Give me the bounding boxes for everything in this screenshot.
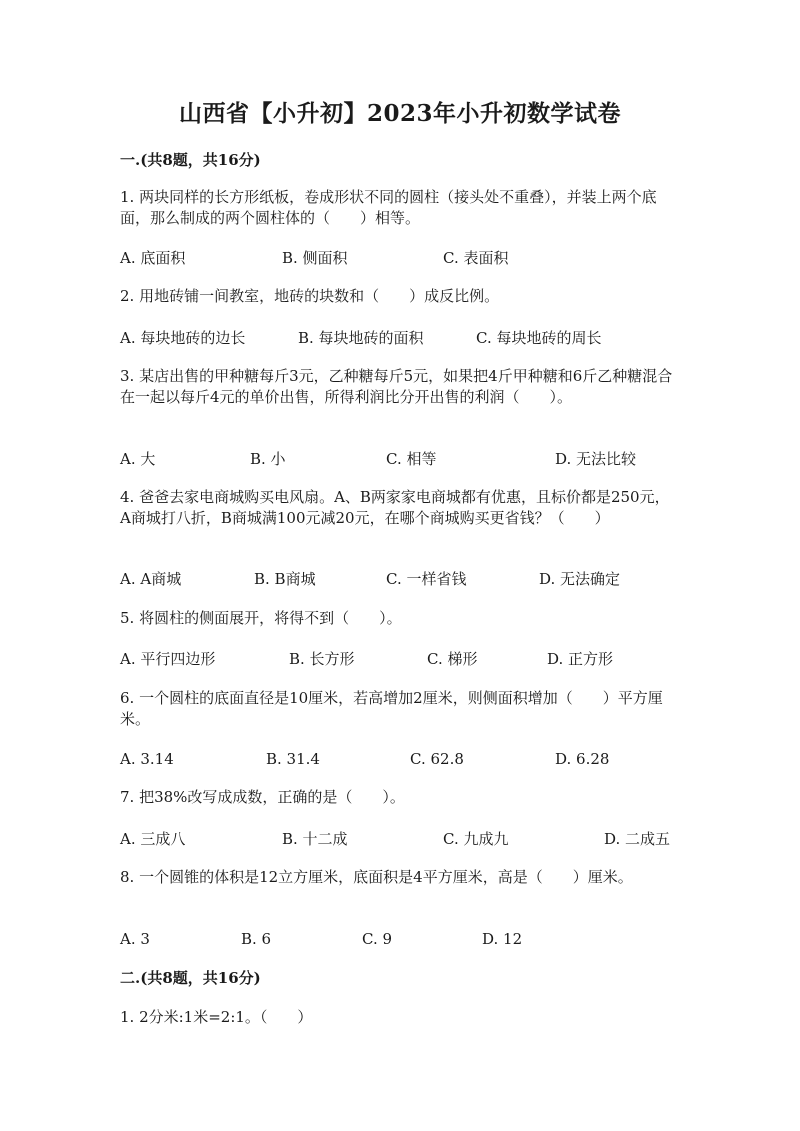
option-a: A. 大 (120, 450, 156, 468)
question-2: 2. 用地砖铺一间教室，地砖的块数和（ ）成反比例。 (120, 287, 500, 305)
option-a: A. 3.14 (120, 750, 174, 768)
option-b: B. 十二成 (282, 830, 348, 848)
question-2-1: 1. 2分米:1米=2:1。（ ） (120, 1008, 313, 1026)
option-a: A. A商城 (120, 570, 182, 588)
option-c: C. 62.8 (410, 750, 464, 768)
question-6: 6. 一个圆柱的底面直径是10厘米，若高增加2厘米，则侧面积增加（ ）平方厘米。 (120, 689, 663, 728)
option-a: A. 底面积 (120, 249, 186, 267)
option-b: B. 侧面积 (282, 249, 348, 267)
options-8 (120, 927, 680, 951)
option-d: D. 正方形 (547, 650, 614, 668)
option-a: A. 三成八 (120, 830, 186, 848)
option-a: A. 每块地砖的边长 (120, 329, 246, 347)
option-d: D. 12 (482, 930, 523, 948)
options-3 (120, 447, 680, 471)
option-b: B. 每块地砖的面积 (298, 329, 424, 347)
option-c: C. 每块地砖的周长 (476, 329, 602, 347)
option-c: C. 表面积 (443, 249, 509, 267)
options-7 (120, 827, 680, 851)
option-b: B. 长方形 (289, 650, 355, 668)
options-6 (120, 747, 680, 771)
option-c: C. 九成九 (443, 830, 509, 848)
question-1: 1. 两块同样的长方形纸板，卷成形状不同的圆柱（接头处不重叠），并装上两个底面，那么制成的两个圆柱体的（ ）相等。 (120, 188, 657, 227)
option-b: B. B商城 (254, 570, 316, 588)
option-d: D. 二成五 (604, 830, 671, 848)
option-b: B. 6 (241, 930, 272, 948)
option-a: A. 平行四边形 (120, 650, 216, 668)
options-1 (120, 246, 680, 270)
options-5 (120, 647, 680, 671)
option-d: D. 6.28 (555, 750, 610, 768)
section-heading-2: 二.(共8题，共16分) (120, 969, 261, 987)
option-d: D. 无法确定 (539, 570, 621, 588)
option-c: C. 9 (362, 930, 393, 948)
option-b: B. 31.4 (266, 750, 320, 768)
option-b: B. 小 (250, 450, 286, 468)
question-4: 4. 爸爸去家电商城购买电风扇。A、B两家家电商城都有优惠，且标价都是250元，A商城打八折，B商城满100元减20元，在哪个商城购买更省钱？（ ） (120, 488, 670, 527)
page-title: 山西省【小升初】2023年小升初数学试卷 (178, 100, 621, 127)
question-8: 8. 一个圆锥的体积是12立方厘米，底面积是4平方厘米，高是（ ）厘米。 (120, 868, 633, 886)
options-4 (120, 567, 680, 591)
question-5: 5. 将圆柱的侧面展开，将得不到（ ）。 (120, 609, 402, 627)
option-c: C. 梯形 (427, 650, 478, 668)
options-2 (120, 326, 680, 350)
question-7: 7. 把38%改写成成数，正确的是（ ）。 (120, 788, 405, 806)
option-c: C. 一样省钱 (386, 570, 467, 588)
question-3: 3. 某店出售的甲种糖每斤3元，乙种糖每斤5元，如果把4斤甲种糖和6斤乙种糖混合在一起以每斤4元的单价出售，所得利润比分开出售的利润（ ）。 (120, 367, 673, 406)
option-a: A. 3 (120, 930, 150, 948)
option-d: D. 无法比较 (555, 450, 637, 468)
section-heading-1: 一.(共8题，共16分) (120, 151, 261, 169)
option-c: C. 相等 (386, 450, 437, 468)
